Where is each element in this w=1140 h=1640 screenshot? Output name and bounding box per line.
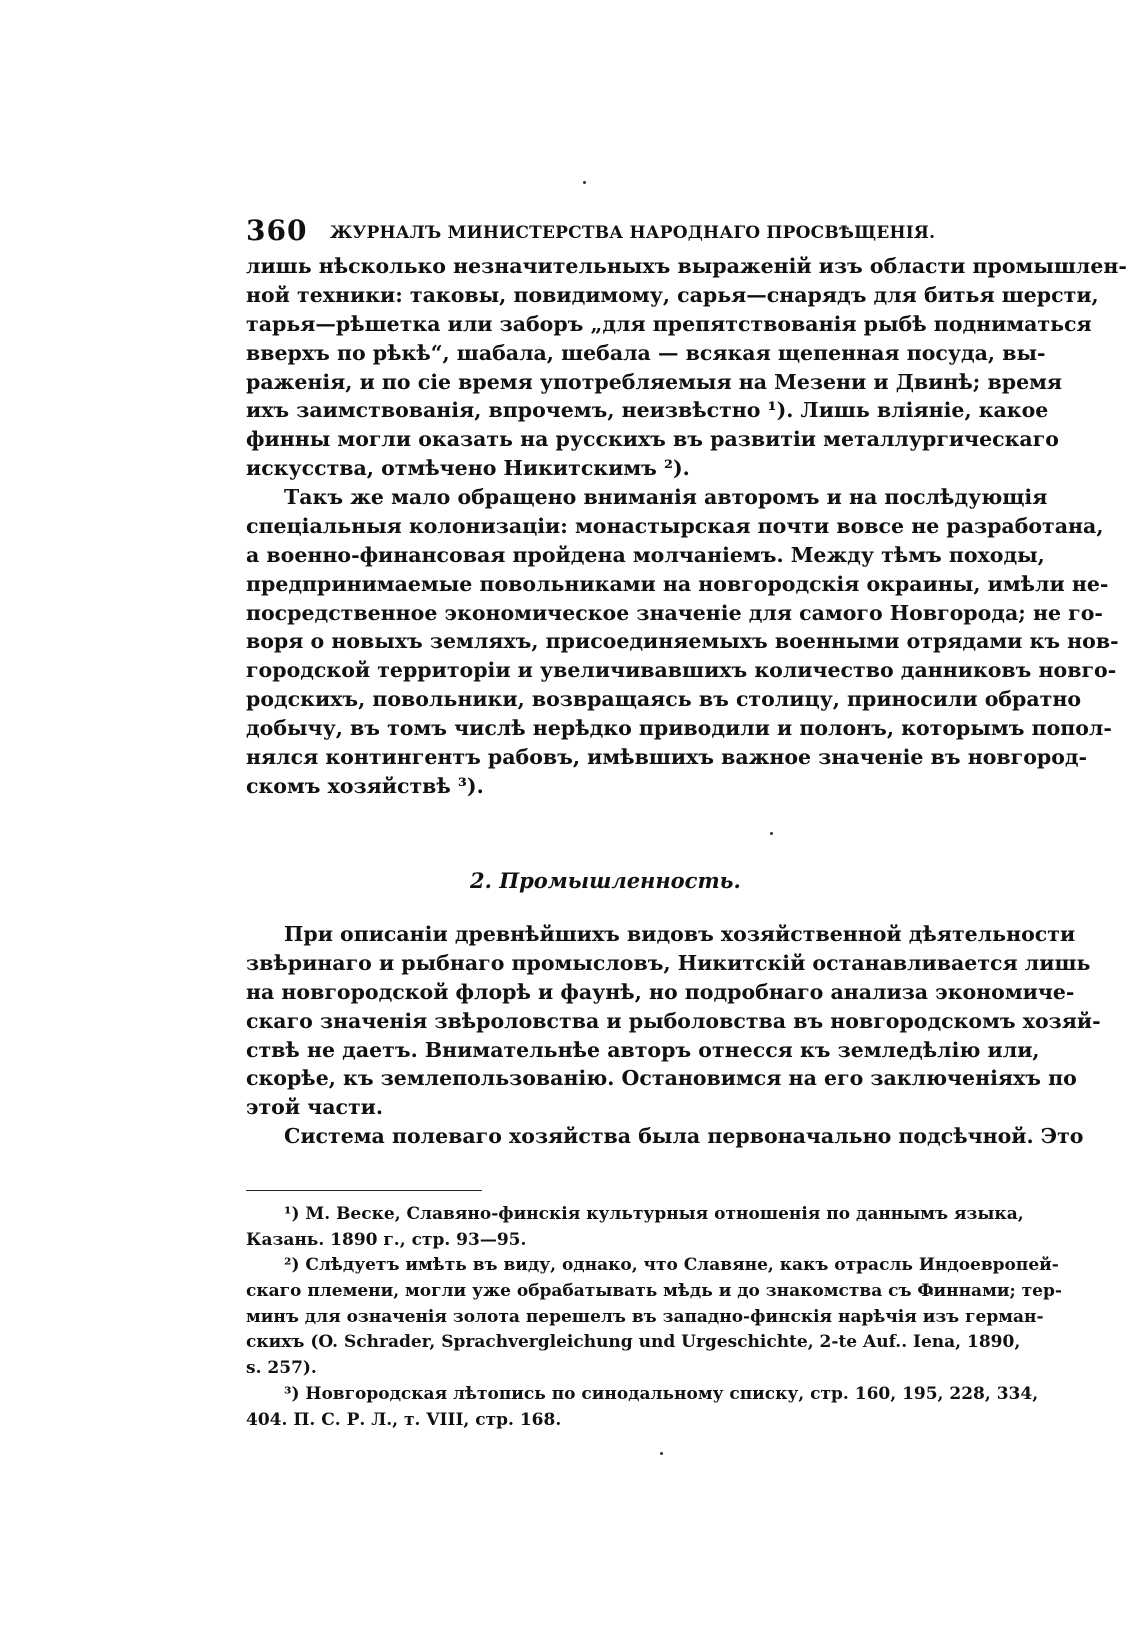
text-line: посредственное экономическое значеніе для самого Новгорода; не го- (246, 600, 1103, 625)
text-line: тарья—рѣшетка или заборъ „для препятствованія рыбѣ подниматься (246, 311, 1092, 336)
footnote-line: 404. П. С. Р. Л., т. VIII, стр. 168. (246, 1409, 562, 1430)
text-line: звѣринаго и рыбнаго промысловъ, Никитскій останавливается лишь (246, 950, 1091, 975)
text-line: скорѣе, къ землепользованію. Остановимся на его заключеніяхъ по (246, 1066, 1077, 1091)
text-line: добычу, въ томъ числѣ нерѣдко приводили и полонъ, которымъ попол- (246, 716, 1112, 741)
text-line: городской территоріи и увеличивавшихъ количество данниковъ новго- (246, 658, 1117, 683)
paragraph-4 (246, 1122, 1084, 1151)
text-line: вверхъ по рѣкѣ“, шабала, шебала — всякая щепенная посуда, вы- (246, 340, 1046, 365)
paragraph-3 (246, 920, 1101, 1122)
text-line: спеціальныя колонизаціи: монастырская почти вовсе не разработана, (246, 513, 1104, 538)
section-heading: 2. Промышленность. (470, 868, 741, 893)
text-line: этой части. (246, 1095, 384, 1120)
running-title: ЖУРНАЛЪ МИНИСТЕРСТВА НАРОДНАГО ПРОСВѢЩЕНІЯ. (330, 223, 936, 243)
footnote-line: скихъ (O. Schrader, Sprachvergleichung und Urgeschichte, 2-te Auf.. Iena, 1890, (246, 1332, 1021, 1353)
text-line: скаго значенія звѣроловства и рыболовства въ новгородскомъ хозяй- (246, 1008, 1101, 1033)
text-line: родскихъ, повольники, возвращаясь въ столицу, приносили обратно (246, 687, 1082, 712)
paragraph-2 (246, 483, 1119, 801)
text-line: искусства, отмѣчено Никитскимъ ²). (246, 456, 690, 481)
text-line: финны могли оказать на русскихъ въ развитіи металлургическаго (246, 427, 1059, 452)
text-line: предпринимаемые повольниками на новгородскія окраины, имѣли не- (246, 571, 1109, 596)
page-number: 360 (246, 214, 308, 247)
scan-speck (660, 1452, 663, 1455)
text-line: ствѣ не даетъ. Внимательнѣе авторъ отнесся къ земледѣлію или, (246, 1037, 1040, 1062)
footnote-line: Казань. 1890 г., стр. 93—95. (246, 1229, 527, 1250)
text-line: ной техники: таковы, повидимому, сарья—снарядъ для битья шерсти, (246, 282, 1099, 307)
footnote-line: ³) Новгородская лѣтопись по синодальному списку, стр. 160, 195, 228, 334, (284, 1383, 1039, 1404)
text-line: лишь нѣсколько незначительныхъ выраженій изъ области промышлен- (246, 254, 1127, 278)
text-line: ихъ заимствованія, впрочемъ, неизвѣстно ¹). Лишь вліяніе, какое (246, 398, 1049, 423)
page-header (246, 214, 986, 254)
footnote-line: ²) Слѣдуетъ имѣть въ виду, однако, что Славяне, какъ отрасль Индоевропей- (284, 1255, 1059, 1276)
scan-speck (583, 181, 586, 184)
text-line: воря о новыхъ земляхъ, присоединяемыхъ военными отрядами къ нов- (246, 629, 1119, 654)
text-line: а военно-финансовая пройдена молчаніемъ. Между тѣмъ походы, (246, 542, 1045, 567)
footnote-divider (246, 1190, 482, 1191)
text-line: раженія, и по сіе время употребляемыя на Мезени и Двинѣ; время (246, 369, 1063, 394)
text-line: Система полеваго хозяйства была первоначально подсѣчной. Это (284, 1124, 1084, 1148)
scan-speck (770, 832, 773, 835)
text-line: на новгородской флорѣ и фаунѣ, но подробнаго анализа экономиче- (246, 979, 1075, 1004)
paragraph-1 (246, 252, 1127, 483)
footnote-line: ¹) М. Веске, Славяно-финскія культурныя отношенія по даннымъ языка, (284, 1204, 1024, 1224)
text-line: При описаніи древнѣйшихъ видовъ хозяйственной дѣятельности (284, 922, 1076, 946)
text-line: нялся контингентъ рабовъ, имѣвшихъ важное значеніе въ новгород- (246, 745, 1088, 770)
footnote-line: s. 257). (246, 1358, 317, 1379)
text-line: Такъ же мало обращено вниманія авторомъ и на послѣдующія (284, 485, 1048, 509)
footnote-line: минъ для означенія золота перешелъ въ западно-финскія нарѣчія изъ герман- (246, 1306, 1044, 1327)
footnote-line: скаго племени, могли уже обрабатывать мѣдь и до знакомства съ Финнами; тер- (246, 1281, 1062, 1302)
text-line: скомъ хозяйствѣ ³). (246, 773, 484, 798)
footnotes (246, 1202, 1062, 1433)
